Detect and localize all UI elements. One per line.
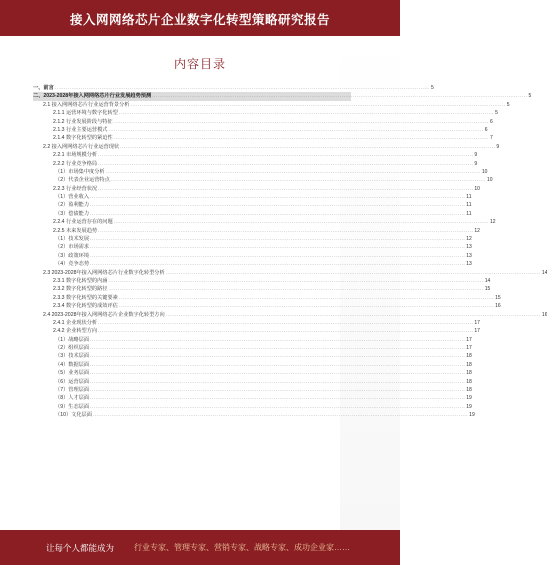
toc-entry-label: （2）盈利能力 bbox=[55, 202, 90, 209]
toc-leader-dots: ........................................................................................................................................................................................................ bbox=[98, 160, 474, 166]
toc-entry-label: （7）管理层面 bbox=[55, 387, 90, 394]
toc-entry[interactable] bbox=[33, 109, 498, 117]
toc-leader-dots: ........................................................................................................................................................................................................ bbox=[90, 336, 466, 342]
toc-entry-label: （3）技术层面 bbox=[55, 353, 90, 360]
toc-leader-dots: ........................................................................................................................................................................................................ bbox=[90, 370, 466, 376]
toc-entry-page: 5 bbox=[528, 93, 532, 100]
toc-entry-label: 2.4 2023-2028年接入网网络芯片企业数字化转型方向 bbox=[43, 311, 165, 318]
toc-entry-label: 2.1.1 运营环境与数字化转型 bbox=[53, 110, 118, 117]
toc-leader-dots: ........................................................................................................................................................................................................ bbox=[90, 361, 466, 367]
toc-entry-page: 5 bbox=[431, 84, 434, 91]
toc-entry-page: 11 bbox=[466, 202, 472, 209]
toc-entry[interactable] bbox=[33, 185, 480, 193]
toc-leader-dots: ........................................................................................................................................................................................................ bbox=[98, 227, 474, 233]
toc-entry[interactable] bbox=[33, 126, 488, 134]
toc-entry-label: 2.3.4 数字化转型的成效评估 bbox=[53, 303, 118, 310]
toc-entry[interactable] bbox=[33, 260, 472, 268]
toc-entry[interactable] bbox=[33, 403, 472, 411]
toc-title: 内容目录 bbox=[173, 57, 226, 71]
toc-entry-page: 17 bbox=[466, 345, 472, 352]
footer-tagline: 行业专家、管理专家、营销专家、战略专家、成功企业家…… bbox=[134, 543, 350, 552]
toc-entry-label: （1）战略层面 bbox=[55, 336, 90, 343]
toc-leader-dots: ........................................................................................................................................................................................................ bbox=[130, 101, 506, 107]
toc-entry-label: （2）代表企业运营特点 bbox=[55, 177, 110, 184]
toc-leader-dots: ........................................................................................................................................................................................................ bbox=[165, 269, 541, 275]
toc-leader-dots: ........................................................................................................................................................................................................ bbox=[98, 185, 474, 191]
toc-entry[interactable] bbox=[33, 311, 547, 319]
toc-entry[interactable] bbox=[33, 285, 491, 293]
toc-entry-page: 18 bbox=[466, 361, 472, 368]
toc-entry-page: 6 bbox=[484, 126, 488, 133]
report-title: 接入网网络芯片企业数字化转型策略研究报告 bbox=[69, 13, 330, 27]
toc-leader-dots: ........................................................................................................................................................................................................ bbox=[90, 378, 466, 384]
toc-entry[interactable] bbox=[33, 160, 478, 168]
toc-leader-dots: ........................................................................................................................................................................................................ bbox=[113, 219, 489, 225]
toc-entry-label: （3）政策环境 bbox=[55, 252, 90, 259]
toc-entry[interactable] bbox=[33, 294, 501, 302]
toc-entry-page: 12 bbox=[474, 227, 480, 234]
toc-entry[interactable] bbox=[33, 243, 472, 251]
toc-entry-label: 2.2.2 行业竞争格局 bbox=[53, 160, 98, 167]
toc-entry[interactable] bbox=[33, 336, 472, 344]
toc-entry[interactable] bbox=[33, 369, 472, 377]
toc-entry-page: 10 bbox=[487, 177, 493, 184]
toc-entry-label: 2.4.1 企业现状分析 bbox=[53, 319, 98, 326]
toc-entry-page: 15 bbox=[484, 286, 491, 293]
toc-entry-page: 6 bbox=[489, 118, 493, 125]
toc-entry[interactable] bbox=[33, 361, 472, 369]
toc-entry-label: （1）营业收入 bbox=[55, 194, 90, 201]
toc-leader-dots: ........................................................................................................................................................................................................ bbox=[152, 93, 528, 99]
footer-slogan: 让每个人都能成为 bbox=[46, 543, 115, 553]
toc-entry-label: 2.3.2 数字化转型的路径 bbox=[53, 286, 108, 293]
toc-leader-dots: ........................................................................................................................................................................................................ bbox=[54, 84, 431, 90]
toc-leader-dots: ........................................................................................................................................................................................................ bbox=[90, 194, 466, 200]
toc-entry-page: 5 bbox=[506, 101, 510, 108]
toc-entry[interactable] bbox=[33, 134, 493, 142]
toc-entry-label: （9）生态层面 bbox=[55, 403, 90, 410]
toc-entry-page: 9 bbox=[496, 143, 500, 150]
toc-leader-dots: ........................................................................................................................................................................................................ bbox=[118, 110, 495, 116]
toc-entry[interactable] bbox=[33, 92, 532, 100]
toc-entry[interactable] bbox=[33, 193, 472, 201]
toc-entry[interactable] bbox=[33, 101, 510, 109]
footer-bar bbox=[0, 530, 400, 565]
toc-entry-label: （4）竞争态势 bbox=[55, 261, 90, 268]
toc-leader-dots: ........................................................................................................................................................................................................ bbox=[108, 277, 484, 283]
toc-entry-page: 13 bbox=[466, 252, 472, 259]
toc-entry[interactable] bbox=[33, 277, 491, 285]
toc-leader-dots: ........................................................................................................................................................................................................ bbox=[90, 210, 466, 216]
toc-entry-label: 2.1.4 数字化转型的紧迫性 bbox=[53, 135, 113, 142]
toc-entry-page: 14 bbox=[484, 277, 491, 284]
toc-entry-label: 2.3.3 数字化转型的关键要素 bbox=[53, 294, 118, 301]
toc-leader-dots: ........................................................................................................................................................................................................ bbox=[98, 152, 474, 158]
toc-leader-dots: ........................................................................................................................................................................................................ bbox=[90, 236, 466, 242]
toc-entry-label: （2）组织层面 bbox=[55, 345, 90, 352]
toc-entry-label: 2.2.3 行业经营状况 bbox=[53, 185, 98, 192]
toc-entry-page: 19 bbox=[466, 395, 472, 402]
toc-entry-label: 2.2.4 行业运营存在的问题 bbox=[53, 219, 113, 226]
toc-entry-label: 2.1.3 行业主要运营模式 bbox=[53, 126, 108, 133]
toc-leader-dots: ........................................................................................................................................................................................................ bbox=[120, 143, 496, 149]
toc-entry-page: 12 bbox=[466, 236, 472, 243]
toc-leader-dots: ........................................................................................................................................................................................................ bbox=[113, 135, 489, 141]
toc-entry-label: 2.2 接入网网络芯片行业运营现状 bbox=[43, 143, 120, 150]
toc-leader-dots: ........................................................................................................................................................................................................ bbox=[98, 319, 474, 325]
toc-entry[interactable] bbox=[33, 201, 472, 209]
toc-leader-dots: ........................................................................................................................................................................................................ bbox=[105, 168, 481, 174]
toc-leader-dots: ........................................................................................................................................................................................................ bbox=[110, 177, 487, 183]
toc-entry-page: 10 bbox=[474, 185, 480, 192]
toc-entry-label: （3）偿债能力 bbox=[55, 210, 90, 217]
toc-entry-page: 16 bbox=[541, 311, 547, 318]
toc-leader-dots: ........................................................................................................................................................................................................ bbox=[90, 395, 466, 401]
toc-entry[interactable] bbox=[33, 319, 480, 327]
toc-entry-page: 17 bbox=[474, 319, 480, 326]
toc-entry[interactable] bbox=[33, 378, 472, 386]
toc-entry-page: 5 bbox=[495, 110, 498, 117]
toc-entry[interactable] bbox=[33, 394, 472, 402]
toc-leader-dots: ........................................................................................................................................................................................................ bbox=[90, 252, 466, 258]
toc-entry-page: 12 bbox=[489, 219, 496, 226]
toc-entry[interactable] bbox=[33, 176, 493, 184]
toc-leader-dots: ........................................................................................................................................................................................................ bbox=[113, 118, 489, 124]
toc-leader-dots: ........................................................................................................................................................................................................ bbox=[90, 353, 466, 359]
toc-entry[interactable] bbox=[33, 168, 488, 176]
toc-entry[interactable] bbox=[33, 118, 493, 126]
toc-entry[interactable] bbox=[33, 151, 478, 159]
toc-entry-label: （4）数据层面 bbox=[55, 361, 90, 368]
toc-entry-label: （5）业务层面 bbox=[55, 370, 90, 377]
toc-leader-dots: ........................................................................................................................................................................................................ bbox=[98, 328, 474, 334]
toc-leader-dots: ........................................................................................................................................................................................................ bbox=[90, 345, 466, 351]
toc-entry-label: 2.1 接入网网络芯片行业运营背景分析 bbox=[43, 101, 130, 108]
toc-entry[interactable] bbox=[33, 227, 480, 235]
toc-entry-label: 2.1.2 行业发展阶段与特征 bbox=[53, 118, 113, 125]
toc-entry-label: 二、2023-2028年接入网网络芯片行业发展趋势预测 bbox=[33, 93, 152, 100]
toc-leader-dots: ........................................................................................................................................................................................................ bbox=[118, 303, 495, 309]
toc-entry-label: 一、前言 bbox=[33, 84, 54, 91]
toc-entry[interactable] bbox=[33, 386, 472, 394]
toc-entry-page: 7 bbox=[489, 135, 493, 142]
toc-entry-page: 13 bbox=[466, 244, 472, 251]
toc-entry-page: 14 bbox=[541, 269, 547, 276]
toc-entry[interactable] bbox=[33, 411, 475, 419]
toc-entry[interactable] bbox=[33, 252, 472, 260]
toc-entry-label: 2.2.5 未来发展趋势 bbox=[53, 227, 98, 234]
toc-entry-page: 15 bbox=[495, 294, 501, 301]
toc-leader-dots: ........................................................................................................................................................................................................ bbox=[90, 403, 466, 409]
toc-entry[interactable] bbox=[33, 327, 480, 335]
toc-leader-dots: ........................................................................................................................................................................................................ bbox=[90, 261, 466, 267]
toc-entry-page: 18 bbox=[466, 353, 472, 360]
toc-entry-page: 18 bbox=[466, 370, 472, 377]
toc-entry[interactable] bbox=[33, 235, 472, 243]
toc-entry-label: （8）人才层面 bbox=[55, 395, 90, 402]
toc-entry-page: 9 bbox=[474, 160, 478, 167]
toc-entry[interactable] bbox=[33, 84, 434, 92]
toc-entry-label: （10）文化层面 bbox=[55, 412, 92, 419]
toc-entry-label: 2.2.1 市场规模分析 bbox=[53, 152, 98, 159]
toc-entry-page: 10 bbox=[481, 168, 488, 175]
toc-leader-dots: ........................................................................................................................................................................................................ bbox=[108, 286, 484, 292]
toc-leader-dots: ........................................................................................................................................................................................................ bbox=[108, 126, 484, 132]
toc-leader-dots: ........................................................................................................................................................................................................ bbox=[90, 202, 466, 208]
toc-entry-label: 2.4.2 企业转型方向 bbox=[53, 328, 98, 335]
toc-entry[interactable] bbox=[33, 344, 472, 352]
toc-entry-page: 9 bbox=[474, 152, 478, 159]
table-of-contents bbox=[33, 84, 547, 504]
toc-entry[interactable] bbox=[33, 302, 501, 310]
toc-entry-page: 11 bbox=[466, 210, 472, 217]
toc-entry-label: （2）市场需求 bbox=[55, 244, 90, 251]
toc-leader-dots: ........................................................................................................................................................................................................ bbox=[165, 311, 541, 317]
toc-leader-dots: ........................................................................................................................................................................................................ bbox=[90, 387, 466, 393]
toc-entry-page: 13 bbox=[466, 261, 472, 268]
toc-entry[interactable] bbox=[33, 218, 496, 226]
toc-entry-label: （1）市场集中度分析 bbox=[55, 168, 105, 175]
toc-entry-label: （6）运营层面 bbox=[55, 378, 90, 385]
toc-entry[interactable] bbox=[33, 143, 500, 151]
toc-entry-label: （1）技术发展 bbox=[55, 236, 90, 243]
toc-entry-page: 11 bbox=[466, 194, 472, 201]
toc-entry-page: 18 bbox=[466, 378, 472, 385]
toc-leader-dots: ........................................................................................................................................................................................................ bbox=[118, 294, 495, 300]
toc-entry-page: 19 bbox=[469, 412, 475, 419]
toc-entry[interactable] bbox=[33, 353, 472, 361]
toc-leader-dots: ........................................................................................................................................................................................................ bbox=[92, 412, 469, 418]
toc-leader-dots: ........................................................................................................................................................................................................ bbox=[90, 244, 466, 250]
toc-entry-label: 2.3.1 数字化转型的内涵 bbox=[53, 277, 108, 284]
toc-entry-page: 17 bbox=[466, 336, 472, 343]
toc-entry-page: 16 bbox=[495, 303, 501, 310]
toc-entry[interactable] bbox=[33, 269, 547, 277]
toc-entry-label: 2.3 2023-2028年接入网网络芯片行业数字化转型分析 bbox=[43, 269, 165, 276]
toc-entry-page: 17 bbox=[474, 328, 480, 335]
toc-entry-page: 19 bbox=[466, 403, 472, 410]
header-bar bbox=[0, 0, 400, 36]
toc-entry[interactable] bbox=[33, 210, 472, 218]
toc-entry-page: 18 bbox=[466, 387, 472, 394]
